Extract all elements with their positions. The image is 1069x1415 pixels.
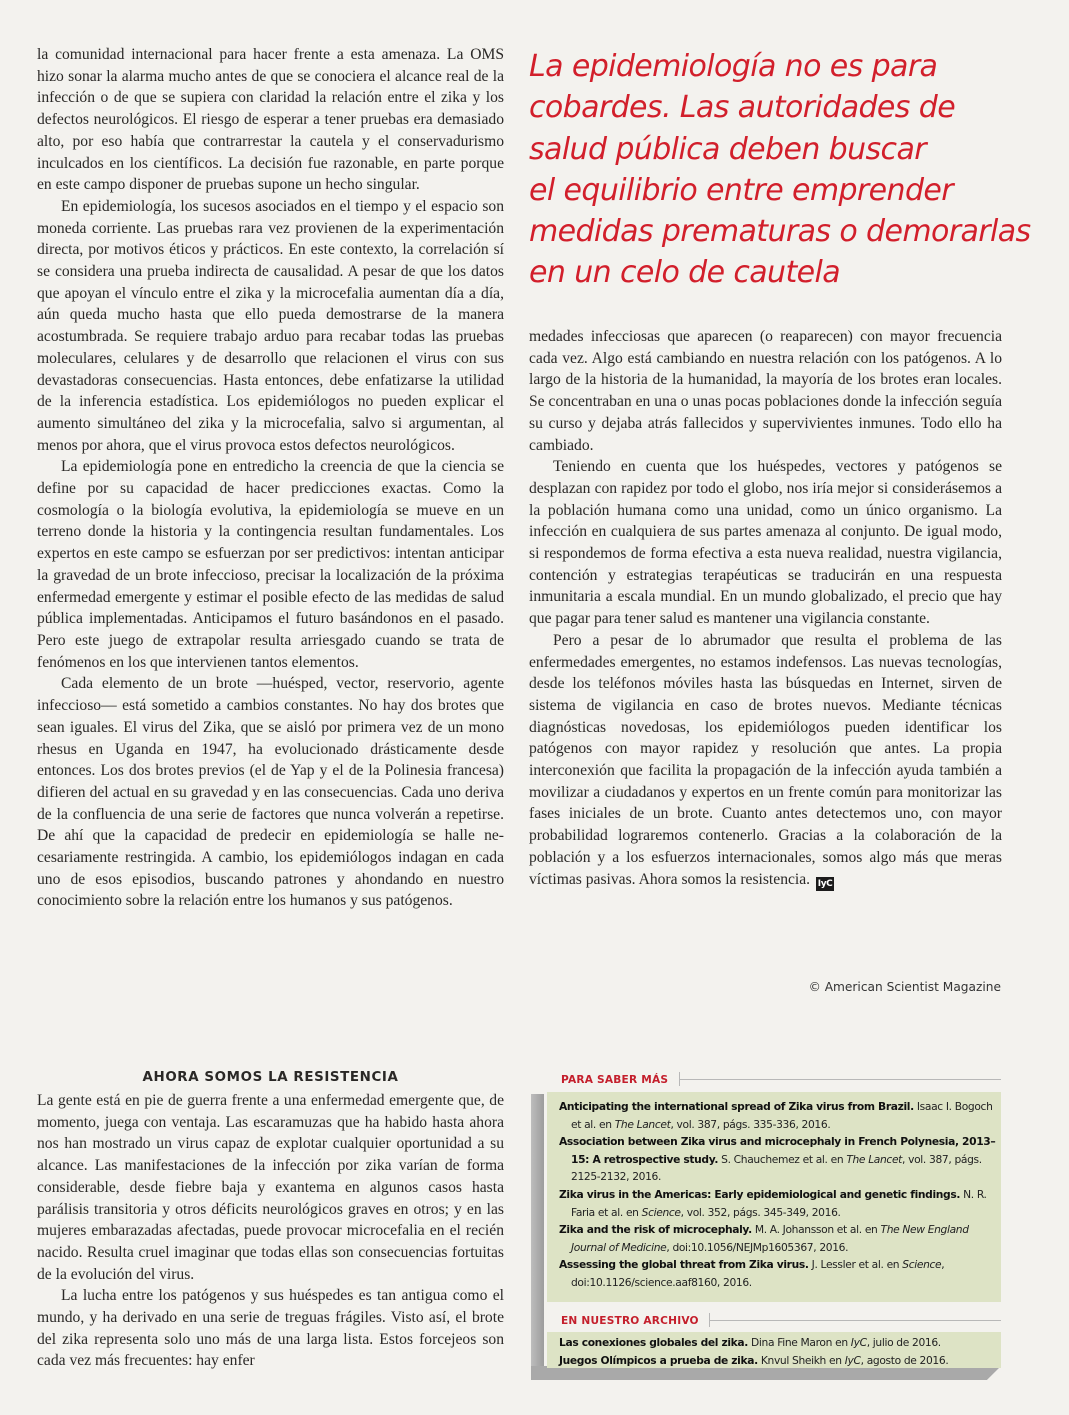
reference-authors: J. Lessler et al. en: [808, 1258, 903, 1272]
box-shadow: [531, 1094, 544, 1372]
end-of-article-icon: IyC: [817, 878, 833, 889]
reference-title: Juegos Olímpicos a prueba de zika.: [559, 1353, 758, 1367]
en-nuestro-archivo-label: EN NUESTRO ARCHIVO: [561, 1315, 699, 1327]
paragraph: La epidemiología pone en entredicho la creencia de que la ciencia se define por su capacidad de hacer predicciones exactas. Como la cosmología o la biología evolutiva, la epidemiología se mueve en un terreno donde la historia y la contingencia resultan fundamentales. Los expertos en este campo se esfuerzan por ser predictivos: intentan anticipar la gravedad de un brote infeccioso, precisar la localización de la próxima enfermedad emergente y estimar el posible efecto de las medidas de salud pública implementadas. Anticipamos el futuro basándonos en el pasado. Pero este juego de extrapolar resulta arriesgado cuando se trata de fenómenos en los que intervienen tantos elementos.: [37, 458, 504, 671]
reference-title: Assessing the global threat from Zika virus.: [559, 1258, 809, 1272]
reference-authors: Knvul Sheikh en: [757, 1353, 845, 1367]
reference-title: Association between Zika virus and microcephaly in French Polynesia, 2013–15: A retrospective study.: [559, 1135, 996, 1166]
reference-item: [559, 1098, 1001, 1133]
reference-details: , vol. 387, págs. 335-336, 2016.: [670, 1117, 831, 1131]
pull-quote-line: el equilibrio entre emprender: [529, 172, 953, 208]
reference-authors: Isaac I. Bogoch et al. en: [571, 1100, 993, 1131]
reference-authors: N. R. Faria et al. en: [571, 1187, 987, 1219]
article-column-left: [37, 44, 504, 912]
article-column-left-section: [37, 1090, 504, 1372]
reference-title: Zika and the risk of microcephaly.: [559, 1223, 752, 1237]
reference-journal: The Lancet: [614, 1117, 671, 1131]
para-saber-mas-list: [547, 1092, 1001, 1302]
paragraph: medades infecciosas que aparecen (o reaparecen) con mayor frecuencia cada vez. Algo está cambiando en nuestra relación con los patógenos. A lo largo de la historia de la humanidad, la mayoría de los brotes eran locales. Se concentraban en una o unas pocas poblaciones donde la infección seguía su curso y dejaba atrás fallecidos y supervivientes inmunes. Todo ello ha cambiado.: [529, 328, 1002, 454]
paragraph-text: Pero a pesar de lo abrumador que resulta el problema de las enfermedades emergentes, no estamos indefensos. Las nuevas tecnologías, desde los teléfonos móviles hasta las búsquedas en Internet, sirven de sistema de vigilancia en caso de brotes nuevos. Mediante técnicas diagnósticas novedosas, los epidemiólogos pueden identificar los patógenos con mayor rapidez y resolución que antes. La propia interconexión que facilita la propagación de la infección ayuda también a movilizar a ciudadanos y expertos en un frente común para monitorizar las fases iniciales de un brote. Cuanto antes detectemos uno, con mayor probabilidad lograremos contenerlo. Gracias a la colaboración de la población y a los esfuerzos internacionales, somos algo más que meras víctimas pasivas. Ahora somos la resistencia.: [529, 631, 1002, 888]
article-column-right: [529, 326, 1002, 891]
paragraph: La gente está en pie de guerra frente a una enfermedad emergente que, de momento, juega con ventaja. Las escaramuzas que ha habido hasta ahora nos han mostrado un virus capaz de explotar cualquier oportunidad a su alcance. Las manifestaciones de la infección por zika varían de forma considerable, desde fiebre baja y exantema en algunos casos hasta parálisis transitoria y otros déficits neurológicos graves en otros; y en las mujeres embarazadas afectadas, puede provocar microcefalia en el recién nacido. Resulta cruel imaginar que todas ellas son consecuencias fortuitas de la evolución del virus.: [37, 1092, 504, 1283]
references-box: [531, 1070, 1005, 1388]
reference-item: [559, 1186, 1001, 1221]
reference-title: Zika virus in the Americas: Early epidemiological and genetic findings.: [559, 1187, 961, 1201]
reference-details: , doi:10.1056/NEJMp1605367, 2016.: [666, 1240, 849, 1254]
reference-journal: IyC: [844, 1353, 861, 1367]
reference-authors: Dina Fine Maron en: [748, 1336, 851, 1349]
divider: [679, 1079, 1001, 1080]
pull-quote-line: La epidemiología no es para: [529, 49, 938, 84]
para-saber-mas-label: PARA SABER MÁS: [561, 1074, 669, 1086]
reference-journal: Science: [902, 1258, 942, 1272]
pull-quote-line: en un celo de cautela: [529, 255, 841, 291]
divider: [709, 1320, 1001, 1321]
paragraph: Teniendo en cuenta que los huéspedes, vectores y patógenos se desplazan con rapidez por todo el globo, nos iría mejor si considerásemos a la población humana como una unidad, como un único organismo. La infección en cualquiera de sus partes amenaza al conjunto. De igual modo, si respondemos de forma efectiva a esta nueva realidad, nuestra vigilancia, contención y estrategias terapéuticas se traducirán en una respuesta inmunitaria a escala mundial. En un mundo globalizado, el precio que hay que pagar para tener salud es mantener una vigilancia constante.: [529, 458, 1002, 628]
pull-quote-line: medidas prematuras o demorarlas: [529, 214, 1031, 250]
reference-journal: Science: [641, 1205, 681, 1219]
paragraph-final: [529, 630, 1002, 891]
reference-details: , vol. 387, págs. 2125-2132, 2016.: [571, 1152, 982, 1184]
copyright-credit: © American Scientist Magazine: [808, 980, 1001, 994]
reference-details: , julio de 2016.: [866, 1336, 941, 1349]
reference-journal: The New England Journal of Medicine: [571, 1223, 969, 1254]
section-heading: AHORA SOMOS LA RESISTENCIA: [142, 1070, 399, 1085]
en-nuestro-archivo-list: [547, 1332, 1001, 1368]
reference-item: [559, 1221, 1001, 1256]
reference-details: , doi:10.1126/science.aaf8160, 2016.: [571, 1258, 945, 1289]
pull-quote: [529, 46, 1031, 294]
reference-details: , vol. 352, págs. 345-349, 2016.: [680, 1205, 841, 1219]
paragraph: la comunidad internacional para hacer frente a esta amenaza. La OMS hizo sonar la alarma mucho antes de que se conociera el alcance real de la infección o de que se supiera con claridad la relación entre el zika y los defectos neurológicos. El riesgo de esperar a tener pruebas era demasiado alto, por eso había que contrarrestar la cautela y el conservadurismo inculcados en los científicos. La decisión fue razonable, en parte porque en este campo disponer de pruebas supone un hecho singular.: [37, 46, 504, 194]
paragraph: La lucha entre los patógenos y sus huéspedes es tan antigua como el mundo, y ha derivado en una serie de treguas frágiles. Visto así, el brote del zika representa solo uno más de una larga lista. Estos forcejeos son cada vez más frecuentes: hay enfer: [37, 1287, 504, 1370]
pull-quote-line: salud pública deben buscar: [529, 131, 926, 167]
paragraph: Cada elemento de un brote —huésped, vector, reservorio, agente infeccioso— está sometido a cambios constantes. No hay dos brotes que sean iguales. El virus del Zika, que se aisló por primera vez de un mono rhesus en Uganda en 1947, ha evolucionado drásticamente desde entonces. Los dos brotes previos (el de Yap y el de la Polinesia francesa) difieren del actual en su gravedad y en las consecuencias. Cada uno deriva de la confluencia de una serie de factores que nunca volverán a repetirse. De ahí que la capacidad de predecir en epidemiología se halle necesariamente restringida. A cambio, los epidemiólogos indagan en cada uno de esos episodios, buscando patrones y ahondando en nuestro conocimiento sobre la relación entre los humanos y sus patógenos.: [37, 675, 504, 910]
reference-title: Las conexiones globales del zika.: [559, 1336, 748, 1349]
reference-details: , agosto de 2016.: [860, 1353, 949, 1367]
reference-item: [559, 1334, 1001, 1352]
paragraph: En epidemiología, los sucesos asociados en el tiempo y el espacio son moneda corriente. Las pruebas rara vez provienen de la experimentación directa, por motivos éticos y prácticos. En este contexto, la correlación sí se considera una prueba indirecta de causalidad. A pesar de que los datos que apoyan el vínculo entre el zika y la microcefalia aumentan día a día, aún queda mucho hasta que ello pueda demostrarse de la manera acostumbrada. Se requiere trabajo arduo para recabar todas las pruebas moleculares, celulares y de desarrollo que relacionen el virus con sus devastadoras consecuencias. Hasta entonces, debe enfatizarse la utilidad de la inferencia estadística. Los epidemiólogos no pueden explicar el aumento simultáneo del zika y la microcefalia, salvo si argumentan, al menos por ahora, que el virus provoca estos defectos neurológicos.: [37, 197, 504, 454]
pull-quote-line: cobardes. Las autoridades de: [529, 90, 956, 126]
reference-authors: M. A. Johansson et al. en: [751, 1223, 881, 1237]
reference-item: [559, 1256, 1001, 1291]
reference-title: Anticipating the international spread of Zika virus from Brazil.: [559, 1100, 914, 1113]
reference-item: [559, 1352, 1001, 1370]
reference-journal: IyC: [850, 1336, 867, 1349]
reference-journal: The Lancet: [846, 1152, 903, 1166]
reference-authors: S. Chauchemez et al. en: [718, 1152, 847, 1166]
reference-item: [559, 1133, 1001, 1186]
